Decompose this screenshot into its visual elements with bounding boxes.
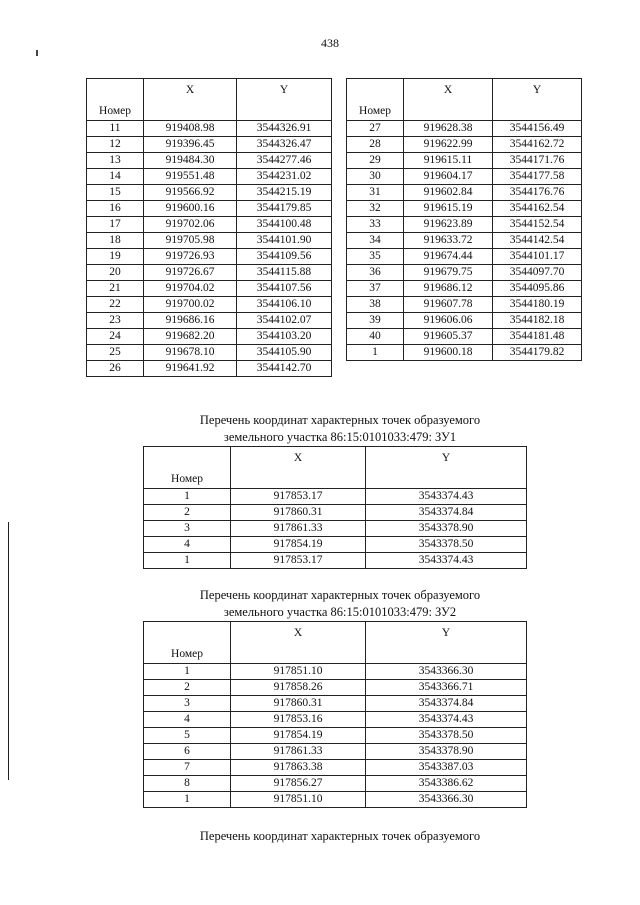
table-row [87,281,332,297]
cell-y: 3544181.48 [493,329,582,345]
cell-number: 31 [347,185,404,201]
cell-number: 14 [87,169,144,185]
table-row [347,265,582,281]
cell-number: 28 [347,137,404,153]
column-header-number: Номер [144,447,231,489]
cell-number: 25 [87,345,144,361]
table-row [347,153,582,169]
cell-x: 919484.30 [144,153,237,169]
cell-y: 3544115.88 [237,265,332,281]
table-header-row [87,79,332,121]
cell-number: 6 [144,744,231,760]
cell-number: 37 [347,281,404,297]
table-row [87,153,332,169]
cell-y: 3543374.43 [366,712,527,728]
cell-x: 919600.18 [404,345,493,361]
cell-number: 8 [144,776,231,792]
cell-y: 3544326.47 [237,137,332,153]
cell-y: 3544326.91 [237,121,332,137]
cell-x: 917853.17 [231,489,366,505]
cell-x: 919641.92 [144,361,237,377]
cell-number: 30 [347,169,404,185]
coords-table-zu2 [143,621,527,808]
table-row [347,217,582,233]
cell-y: 3544142.54 [493,233,582,249]
cell-y: 3543378.50 [366,537,527,553]
cell-y: 3544156.49 [493,121,582,137]
coords-table-left [86,78,332,377]
table-row [87,185,332,201]
cell-x: 917861.33 [231,744,366,760]
cell-x: 917854.19 [231,728,366,744]
cell-y: 3544107.56 [237,281,332,297]
cell-number: 3 [144,696,231,712]
cell-y: 3543378.50 [366,728,527,744]
cell-y: 3544215.19 [237,185,332,201]
table-row [144,744,527,760]
table-row [87,313,332,329]
cell-number: 38 [347,297,404,313]
cell-y: 3544101.17 [493,249,582,265]
cell-y: 3544171.76 [493,153,582,169]
cell-number: 5 [144,728,231,744]
cell-number: 17 [87,217,144,233]
table-row [87,121,332,137]
cell-y: 3544102.07 [237,313,332,329]
cell-number: 26 [87,361,144,377]
cell-y: 3543366.30 [366,792,527,808]
table-body [144,489,527,569]
cell-y: 3543366.30 [366,664,527,680]
cell-x: 917856.27 [231,776,366,792]
table-row [87,329,332,345]
cell-number: 11 [87,121,144,137]
table-row [347,297,582,313]
table-row [87,169,332,185]
caption-line: Перечень координат характерных точек образуемого [199,588,481,602]
caption-line: Перечень координат характерных точек образуемого [199,413,481,427]
table-row [144,537,527,553]
cell-y: 3544142.70 [237,361,332,377]
table-row [347,185,582,201]
table-row [87,233,332,249]
cell-x: 917854.19 [231,537,366,553]
table-row [87,345,332,361]
cell-x: 919674.44 [404,249,493,265]
cell-y: 3544106.10 [237,297,332,313]
table-header-row [347,79,582,121]
column-header-number: Номер [347,79,404,121]
table-row [87,137,332,153]
cell-y: 3544103.20 [237,329,332,345]
cell-number: 4 [144,712,231,728]
cell-x: 919623.89 [404,217,493,233]
cell-y: 3544101.90 [237,233,332,249]
cell-y: 3543378.90 [366,521,527,537]
table-row [144,712,527,728]
cell-number: 3 [144,521,231,537]
cell-number: 40 [347,329,404,345]
cell-y: 3544162.54 [493,201,582,217]
table-row [144,760,527,776]
table-row [144,521,527,537]
column-header-x: X [231,447,366,489]
cell-y: 3543387.03 [366,760,527,776]
table-row [347,345,582,361]
cell-number: 34 [347,233,404,249]
cell-x: 919605.37 [404,329,493,345]
cell-x: 919396.45 [144,137,237,153]
column-header-y: Y [366,447,527,489]
cell-number: 32 [347,201,404,217]
coords-table-right [346,78,582,361]
cell-x: 919622.99 [404,137,493,153]
caption-line: земельного участка 86:15:0101033:479: ЗУ1 [223,430,457,444]
table-header-row [144,622,527,664]
table-row [144,553,527,569]
cell-x: 919726.93 [144,249,237,265]
cell-y: 3544109.56 [237,249,332,265]
cell-number: 12 [87,137,144,153]
trailing-caption: Перечень координат характерных точек образуемого [199,829,481,843]
table-header-row [144,447,527,489]
table-body [87,121,332,377]
table-row [87,297,332,313]
column-header-x: X [231,622,366,664]
table-row [144,664,527,680]
cell-x: 919604.17 [404,169,493,185]
cell-number: 1 [144,664,231,680]
cell-number: 20 [87,265,144,281]
table-row [144,696,527,712]
cell-number: 1 [144,792,231,808]
cell-number: 1 [144,553,231,569]
cell-x: 919705.98 [144,233,237,249]
cell-y: 3544179.82 [493,345,582,361]
table-body [347,121,582,361]
cell-number: 33 [347,217,404,233]
cell-number: 36 [347,265,404,281]
table-row [144,728,527,744]
table-row [144,505,527,521]
cell-number: 27 [347,121,404,137]
cell-number: 15 [87,185,144,201]
cell-y: 3543374.84 [366,696,527,712]
cell-x: 919682.20 [144,329,237,345]
cell-x: 919679.75 [404,265,493,281]
cell-number: 18 [87,233,144,249]
cell-x: 919628.38 [404,121,493,137]
cell-y: 3543386.62 [366,776,527,792]
column-header-x: X [404,79,493,121]
cell-x: 919566.92 [144,185,237,201]
cell-x: 919686.12 [404,281,493,297]
scan-mark [36,50,38,56]
column-header-number: Номер [144,622,231,664]
cell-number: 7 [144,760,231,776]
table-row [347,249,582,265]
cell-number: 2 [144,505,231,521]
cell-x: 919700.02 [144,297,237,313]
column-header-y: Y [237,79,332,121]
cell-x: 919607.78 [404,297,493,313]
cell-x: 919633.72 [404,233,493,249]
cell-number: 19 [87,249,144,265]
cell-y: 3543378.90 [366,744,527,760]
table-row [87,217,332,233]
table-row [347,233,582,249]
table-row [347,169,582,185]
table-row [347,137,582,153]
cell-y: 3544177.58 [493,169,582,185]
table-row [347,313,582,329]
cell-x: 917860.31 [231,505,366,521]
column-header-x: X [144,79,237,121]
column-header-y: Y [493,79,582,121]
cell-y: 3544176.76 [493,185,582,201]
cell-number: 24 [87,329,144,345]
coords-table-zu1 [143,446,527,569]
cell-x: 919686.16 [144,313,237,329]
cell-x: 919408.98 [144,121,237,137]
cell-x: 919615.19 [404,201,493,217]
cell-x: 919606.06 [404,313,493,329]
cell-x: 919704.02 [144,281,237,297]
cell-number: 1 [144,489,231,505]
cell-x: 917863.38 [231,760,366,776]
section-caption-zu1 [0,412,640,446]
cell-y: 3544231.02 [237,169,332,185]
table-row [144,680,527,696]
cell-y: 3544152.54 [493,217,582,233]
cell-number: 23 [87,313,144,329]
cell-y: 3544097.70 [493,265,582,281]
table-row [347,281,582,297]
table-row [347,329,582,345]
caption-line: земельного участка 86:15:0101033:479: ЗУ2 [223,605,457,619]
cell-number: 4 [144,537,231,553]
cell-number: 13 [87,153,144,169]
table-row [144,792,527,808]
cell-x: 917858.26 [231,680,366,696]
cell-y: 3544277.46 [237,153,332,169]
cell-x: 917853.16 [231,712,366,728]
cell-x: 917851.10 [231,792,366,808]
table-row [87,249,332,265]
cell-number: 39 [347,313,404,329]
cell-x: 919678.10 [144,345,237,361]
cell-y: 3543374.43 [366,489,527,505]
cell-y: 3543366.71 [366,680,527,696]
table-row [144,776,527,792]
cell-x: 919600.16 [144,201,237,217]
cell-x: 919615.11 [404,153,493,169]
cell-number: 16 [87,201,144,217]
cell-y: 3544095.86 [493,281,582,297]
column-header-number: Номер [87,79,144,121]
cell-x: 919702.06 [144,217,237,233]
cell-x: 919551.48 [144,169,237,185]
table-row [87,361,332,377]
cell-x: 919726.67 [144,265,237,281]
table-row [347,201,582,217]
table-row [347,121,582,137]
cell-y: 3544180.19 [493,297,582,313]
cell-y: 3543374.43 [366,553,527,569]
cell-number: 22 [87,297,144,313]
page-number: 438 [321,36,339,50]
cell-x: 917851.10 [231,664,366,680]
cell-number: 2 [144,680,231,696]
cell-x: 917853.17 [231,553,366,569]
cell-number: 21 [87,281,144,297]
cell-number: 35 [347,249,404,265]
table-body [144,664,527,808]
cell-number: 29 [347,153,404,169]
cell-x: 919602.84 [404,185,493,201]
cell-y: 3544182.18 [493,313,582,329]
cell-x: 917861.33 [231,521,366,537]
cell-x: 917860.31 [231,696,366,712]
section-caption-zu2 [0,587,640,621]
table-row [87,201,332,217]
table-row [87,265,332,281]
table-row [144,489,527,505]
cell-y: 3544105.90 [237,345,332,361]
cell-y: 3544162.72 [493,137,582,153]
cell-y: 3544179.85 [237,201,332,217]
column-header-y: Y [366,622,527,664]
cell-number: 1 [347,345,404,361]
cell-y: 3543374.84 [366,505,527,521]
margin-binding-line [8,522,9,780]
cell-y: 3544100.48 [237,217,332,233]
